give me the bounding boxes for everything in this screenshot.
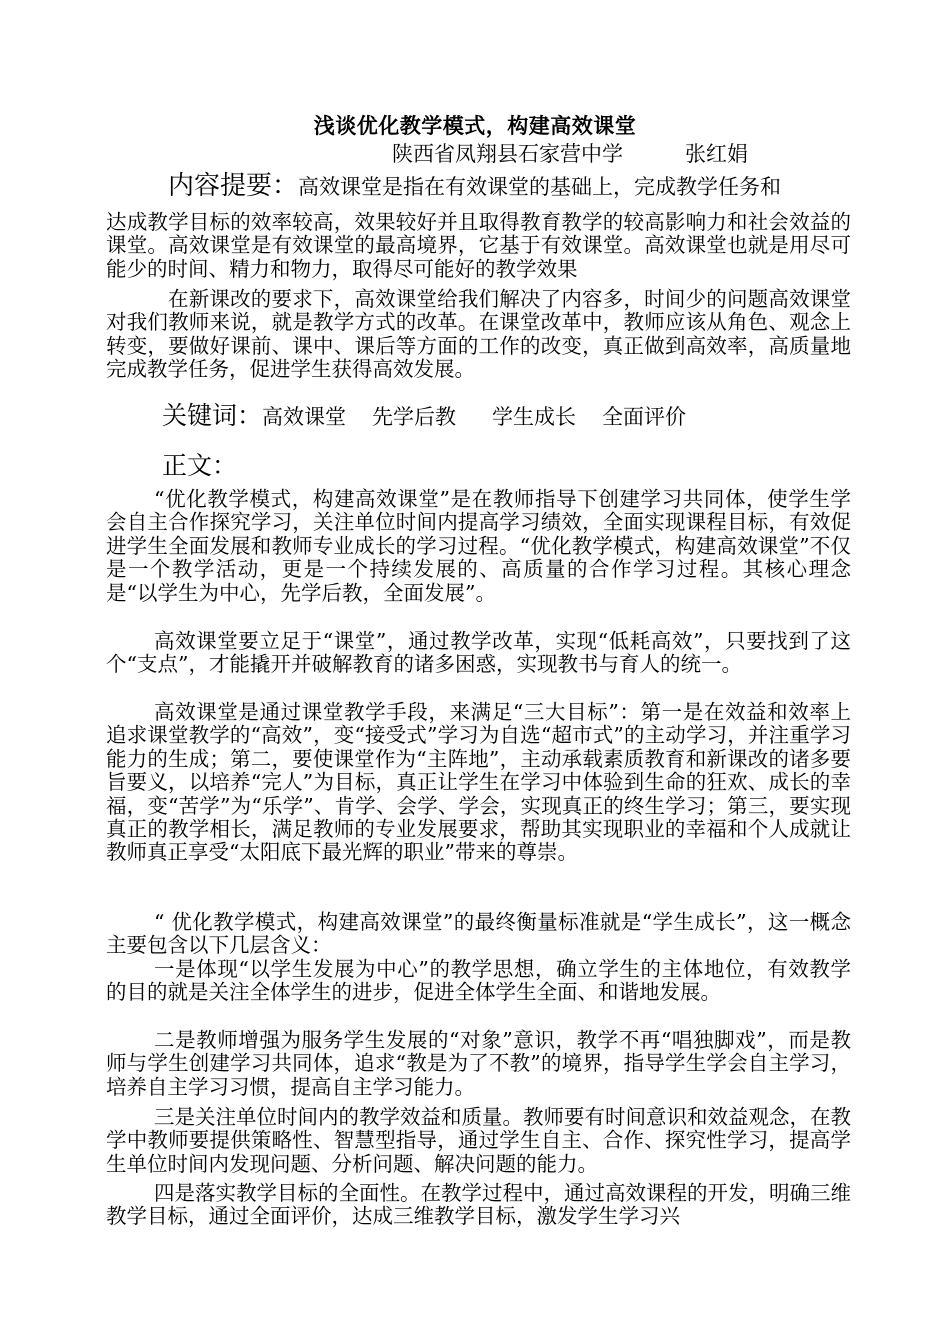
keyword-item: 高效课堂 xyxy=(262,405,347,429)
body-paragraph xyxy=(106,488,851,605)
body-paragraph xyxy=(106,701,851,865)
body-paragraph-text: 高效课堂是通过课堂教学手段，来满足“三大目标”：第一是在效益和效率上追求课堂教学的“高效”，变“接受式”学习为自选“超市式”的主动学习，并注重学习能力的生成；第二，要使课堂作为“主阵地”，主动承载素质教育和新课改的诸多要旨要义，以培养“完人”为目标，真正让学生在学习中体验到生命的狂欢、成长的幸福，变“苦学”为“乐学”、肯学、会学、学会，实现真正的终生学习；第三，要实现真正的教学相长，满足教师的专业发展要求，帮助其实现职业的幸福和个人成就让教师真正享受“太阳底下最光辉的职业”带来的尊崇。 xyxy=(106,700,851,865)
body-paragraph xyxy=(106,958,851,1005)
body-paragraph xyxy=(106,1029,851,1099)
abstract-first-line: 高效课堂是指在有效课堂的基础上，完成教学任务和 xyxy=(298,175,782,199)
body-paragraph xyxy=(106,1182,851,1229)
body-label: 正文： xyxy=(162,451,238,480)
abstract-paragraph-1-text: 达成教学目标的效率较高，效果较好并且取得教育教学的较高影响力和社会效益的课堂。高效课堂是有效课堂的最高境界，它基于有效课堂。高效课堂也就是用尽可能少的时间、精力和物力，取得尽可能好的教学效果 xyxy=(106,210,851,281)
document-title: 浅谈优化教学模式，构建高效课堂 xyxy=(313,113,637,138)
body-paragraph-text: 二是教师增强为服务学生发展的“对象”意识，教学不再“唱独脚戏”，而是教师与学生创建学习共同体，追求“教是为了不教”的境界，指导学生学会自主学习，培养自主学习习惯，提高自主学习能力。 xyxy=(106,1028,851,1099)
body-paragraph-text: 高效课堂要立足于“课堂”，通过教学改革，实现“低耗高效”，只要找到了这个“支点”，才能撬开并破解教育的诸多困惑，实现教书与育人的统一。 xyxy=(106,629,851,677)
keywords-line xyxy=(162,396,712,432)
abstract-paragraph-1 xyxy=(106,211,851,281)
abstract-paragraph-2-text: 在新课改的要求下，高效课堂给我们解决了内容多，时间少的问题高效课堂对我们教师来说，就是教学方式的改革。在课堂改革中，教师应该从角色、观念上转变，要做好课前、课中、课后等方面的工作的改变，真正做到高效率，高质量地完成教学任务，促进学生获得高效发展。 xyxy=(106,287,851,382)
keywords-label: 关键词： xyxy=(162,401,263,430)
body-paragraph xyxy=(106,630,851,677)
body-paragraph-text: “优化教学模式，构建高效课堂”是在教师指导下创建学习共同体，使学生学会自主合作探究学习，关注单位时间内提高学习绩效，全面实现课程目标，有效促进学生全面发展和教师专业成长的学习过程。“优化教学模式，构建高效课堂”不仅是一个教学活动，更是一个持续发展的、高质量的合作学习过程。其核心理念是“以学生为中心，先学后教，全面发展”。 xyxy=(106,487,851,605)
abstract-section xyxy=(106,172,851,202)
body-paragraph-text: 一是体现“以学生发展为中心”的教学思想，确立学生的主体地位，有效教学的目的就是关注全体学生的进步，促进全体学生全面、和谐地发展。 xyxy=(106,957,851,1005)
body-paragraph-text: 三是关注单位时间内的教学效益和质量。教师要有时间意识和效益观念，在教学中教师要提供策略性、智慧型指导，通过学生自主、合作、探究性学习，提高学生单位时间内发现问题、分析问题、解决问题的能力。 xyxy=(106,1105,851,1176)
keyword-item: 先学后教 xyxy=(372,405,457,429)
keyword-item: 全面评价 xyxy=(602,405,687,429)
abstract-label: 内容提要： xyxy=(168,171,299,201)
body-paragraph-text: 四是落实教学目标的全面性。在教学过程中，通过高效课程的开发，明确三维教学目标，通过全面评价，达成三维教学目标，激发学生学习兴 xyxy=(106,1181,851,1229)
body-paragraph xyxy=(106,1106,851,1176)
keyword-item: 学生成长 xyxy=(492,405,577,429)
author-name: 张红娟 xyxy=(685,142,748,166)
byline xyxy=(392,138,748,168)
body-paragraph xyxy=(106,911,851,958)
abstract-paragraph-2 xyxy=(106,288,851,382)
school-name: 陕西省凤翔县石家营中学 xyxy=(392,142,623,166)
body-paragraph-text: “ 优化教学模式，构建高效课堂”的最终衡量标准就是“学生成长”，这一概念主要包含以下几层含义： xyxy=(106,910,851,958)
